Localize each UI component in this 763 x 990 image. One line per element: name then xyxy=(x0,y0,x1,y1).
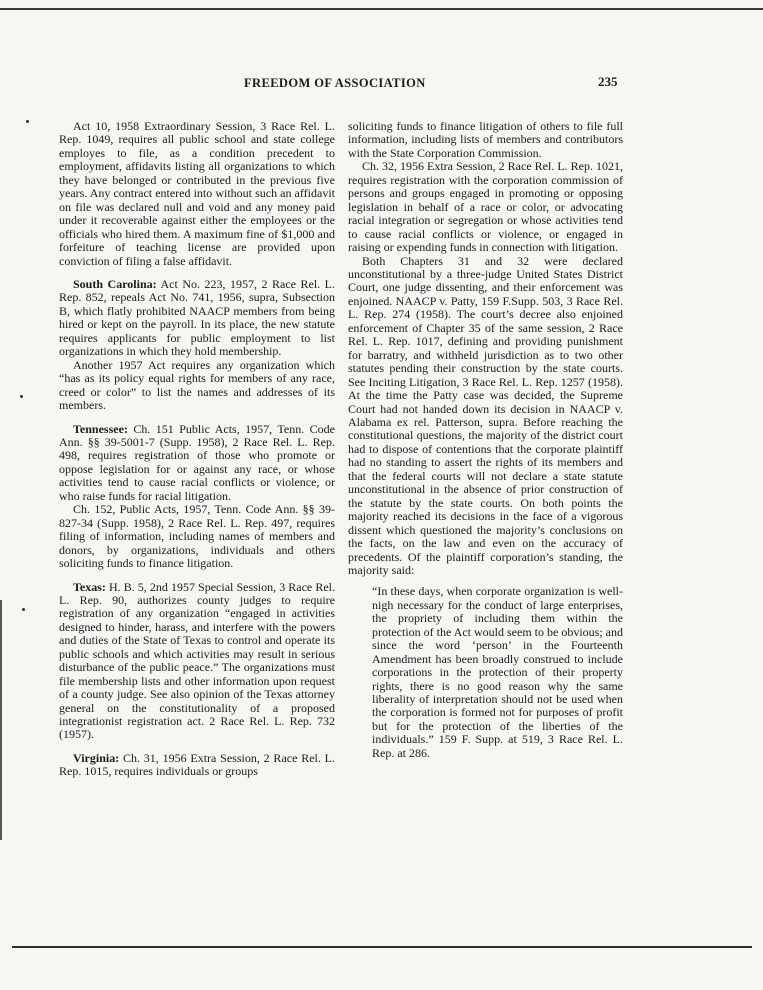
paragraph-tennessee xyxy=(59,423,335,504)
state-heading: South Carolina: xyxy=(73,276,157,291)
margin-mark xyxy=(26,120,29,123)
margin-mark xyxy=(20,395,23,398)
top-rule xyxy=(0,8,763,10)
paragraph: Both Chapters 31 and 32 were declared unconstitutional by a three-judge United States District Court, one judge dissenting, and their enforcement was enjoined. NAACP v. Patty, 159 F.Supp. 503, 3 Race Rel. L. Rep. 274 (1958). The court’s decree also enjoined enforcement of Chapter 35 of the same session, 2 Race Rel. L. Rep. 1017, defining and providing punishment for barratry, and withheld jurisdiction as to two other statutes pending their construction by the state courts. See Inciting Litigation, 3 Race Rel. L. Rep. 1257 (1958). At the time the Patty case was decided, the Supreme Court had not handed down its decision in NAACP v. Alabama ex rel. Patterson, supra. Before reaching the constitutional questions, the majority of the district court had to dispose of contentions that the corporate plaintiff had no standing to assert the rights of its members and that the federal courts will not declare a state statute unconstitutional in the absence of prior construction of the statute by the state courts. On both points the majority reached its decisions in the face of a vigorous dissent which questioned the majority’s conclusions on the facts, on the law and even on the accuracy of precedents. Of the plaintiff corporation’s standing, the majority said: xyxy=(348,253,623,577)
scan-edge xyxy=(0,600,2,840)
state-heading: Texas: xyxy=(73,579,106,594)
quote-text: “In these days, when corporate organization is well-nigh necessary for the conduct of large enterprises, the propriety of including them within the protection of the Act would seem to be obvious; and since the word ‘person’ in the Fourteenth Amendment has been broadly construed to include corporations in the protection of their property rights, there is no good reason why the same liberality of interpretation should not be used when the corporation is formed not for purposes of profit but for the protection of the liberties of the individuals.” 159 F. Supp. at 519, 3 Race Rel. L. Rep. at 286. xyxy=(372,584,623,760)
paragraph: Ch. 152, Public Acts, 1957, Tenn. Code Ann. §§ 39-827-34 (Supp. 1958), 2 Race Rel. L. Rep. 497, requires filing of information, including names of members and donors, by organizations, individuals and others soliciting funds to finance litigation. xyxy=(59,502,335,571)
paragraph-text: H. B. 5, 2nd 1957 Special Session, 3 Race Rel. L. Rep. 90, authorizes county judges to require registration of any organization “engaged in activities designed to hinder, harass, and interfere with the powers and duties of the State of Texas to control and operate its public schools and which activities may result in serious disturbance of the public peace.” The organizations must file membership lists and other information upon request of a county judge. See also opinion of the Texas attorney general on the constitutionality of a proposed integrationist registration act. 2 Race Rel. L. Rep. 732 (1957). xyxy=(59,579,335,742)
left-column xyxy=(59,120,335,779)
paragraph-text: Ch. 31, 1956 Extra Session, 2 Race Rel. L. Rep. 1015, requires individuals or groups xyxy=(59,750,335,779)
paragraph: Another 1957 Act requires any organization which “has as its policy equal rights for members of any race, creed or color” to list the names and addresses of its members. xyxy=(59,357,335,413)
running-head: FREEDOM OF ASSOCIATION xyxy=(244,76,426,90)
block-quote xyxy=(372,585,623,760)
paragraph-text: Act No. 223, 1957, 2 Race Rel. L. Rep. 852, repeals Act No. 741, 1956, supra, Subsection B, which flatly prohibited NAACP members from being hired or kept on the payroll. In its place, the new statute requires applicants for public employment to list organizations in which they hold membership. xyxy=(59,276,335,359)
paragraph: Ch. 32, 1956 Extra Session, 2 Race Rel. L. Rep. 1021, requires registration with the corporation commission of persons and groups engaged in promoting or opposing legislation in behalf of a race or color, or advocating racial integration or segregation or whose activities tend to cause racial conflicts or violence, or engaged in raising or expending funds in connection with litigation. xyxy=(348,159,623,255)
paragraph-virginia xyxy=(59,752,335,779)
state-heading: Virginia: xyxy=(73,750,120,765)
page-header xyxy=(0,76,763,96)
page-number: 235 xyxy=(598,74,618,89)
paragraph-south-carolina xyxy=(59,278,335,359)
paragraph-texas xyxy=(59,581,335,742)
paragraph-text: Ch. 151 Public Acts, 1957, Tenn. Code Ann. §§ 39-5001-7 (Supp. 1958), 2 Race Rel. L. Rep. 498, requires registration of those who promote or oppose legislation for or against any race, or whose activities tend to cause racial conflicts or violence, or who raise funds for racial litigation. xyxy=(59,421,335,503)
paragraph: soliciting funds to finance litigation of others to file full information, including lists of members and contributors with the State Corporation Commission. xyxy=(348,119,623,160)
state-heading: Tennessee: xyxy=(73,421,128,436)
bottom-rule xyxy=(12,946,752,948)
paragraph: Act 10, 1958 Extraordinary Session, 3 Race Rel. L. Rep. 1049, requires all public school and state college employes to file, as a condition precedent to employment, affidavits listing all organizations to which they have belonged or contributed in the previous five years. Any contract entered into without such an affidavit on file was declared null and void and any money paid under it recoverable against either the employees or the officials who hired them. A maximum fine of $1,000 and forfeiture of teaching license are provided upon conviction of filing a false affidavit. xyxy=(59,119,335,268)
margin-mark xyxy=(22,608,25,611)
right-column xyxy=(348,120,623,760)
